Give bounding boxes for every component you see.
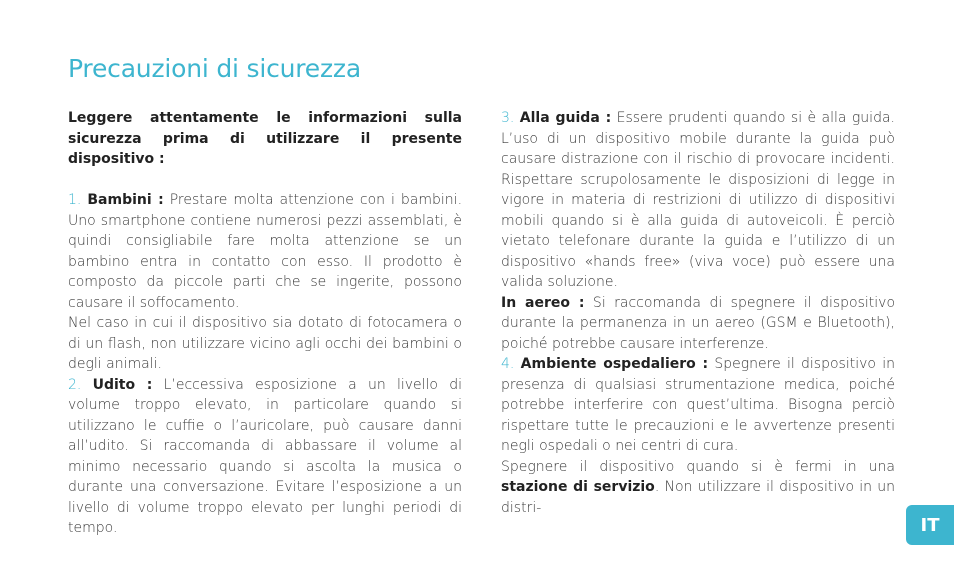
section-text: . Non utilizzare il dispositivo in un distri- — [501, 479, 896, 516]
section-alla-guida — [501, 108, 895, 293]
section-text: Prestare molta attenzione con i bambini. Uno smartphone contiene numerosi pezzi assemblati, è quindi consigliabile fare molta attenzione se un bambino entra in contatto con esso. Il prodotto è composto da piccole parti che se ingerite, possono causare il soffocamento. — [68, 192, 463, 311]
section-label: stazione di servizio — [501, 479, 655, 495]
section-udito — [68, 375, 462, 539]
right-column — [501, 108, 895, 518]
section-text: Spegnere il dispositivo in presenza di qualsiasi strumentazione medica, poiché potrebbe interferire con quest’ultima. Bisogna perciò rispettare tutte le precauzioni e le avvertenze presenti negli ospedali o nei centri di cura. — [501, 356, 896, 454]
language-badge: IT — [906, 505, 954, 545]
section-number: 1. — [68, 192, 82, 208]
section-text: L’eccessiva esposizione a un livello di volume troppo elevato, in particolare quando si utilizzano le cuffie o l’auricolare, può causare danni all’udito. Si raccomanda di abbassare il volume al minimo necessario quando si ascolta la musica o durante una conversazione. Evitare l’esposizione a un livello di volume troppo elevato per lunghi periodi di tempo. — [68, 376, 462, 536]
section-label: Bambini : — [87, 192, 164, 208]
page-title: Precauzioni di sicurezza — [68, 54, 361, 83]
section-text: Nel caso in cui il dispositivo sia dotato di fotocamera o di un flash, non utilizzare vicino agli occhi dei bambini o degli animali. — [68, 315, 462, 372]
section-label: In aereo : — [501, 294, 585, 311]
section-in-aereo — [501, 293, 895, 355]
section-ambiente-ospedaliero — [501, 354, 895, 457]
section-text: Si raccomanda di spegnere il dispositivo durante la permanenza in un aereo (GSM e Bluetooth), poiché potrebbe causare interferenze. — [501, 294, 896, 352]
section-text: Spegnere il dispositivo quando si è fermi in una — [501, 458, 895, 475]
section-bambini — [68, 190, 462, 313]
section-number: 2. — [68, 376, 82, 393]
section-bambini-note — [68, 313, 462, 375]
spacer — [68, 170, 462, 191]
section-number: 3. — [501, 110, 515, 126]
section-stazione — [501, 457, 895, 519]
section-label: Alla guida : — [519, 110, 612, 126]
intro-text: Leggere attentamente le informazioni sulla sicurezza prima di utilizzare il presente dispositivo : — [68, 110, 462, 167]
section-text: Essere prudenti quando si è alla guida. L’uso di un dispositivo mobile durante la guida può causare distrazione con il rischio di provocare incidenti. Rispettare scrupolosamente le disposizioni di legge in vigore in materia di restrizioni di utilizzo di dispositivi mobili quando si è alla guida di autoveicoli. È perciò vietato telefonare durante la guida e l’utilizzo di un dispositivo «hands free» (viva voce) può essere una valida soluzione. — [501, 110, 895, 290]
left-column — [68, 108, 462, 539]
section-number: 4. — [501, 356, 515, 372]
section-label: Ambiente ospedaliero : — [520, 356, 709, 372]
section-label: Udito : — [92, 376, 153, 393]
